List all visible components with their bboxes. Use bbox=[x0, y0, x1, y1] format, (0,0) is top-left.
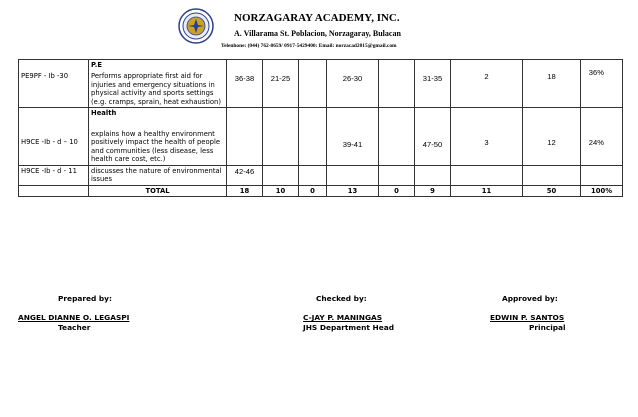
item-range: 39-41 bbox=[327, 108, 379, 165]
percent-value: 24% bbox=[581, 108, 623, 165]
approved-by-role: Principal bbox=[529, 323, 566, 332]
total-value: 9 bbox=[415, 185, 451, 196]
item-range bbox=[379, 108, 415, 165]
percent-value bbox=[581, 165, 623, 185]
competency-code: PE9PF - Ib -30 bbox=[19, 60, 89, 108]
specification-table bbox=[18, 59, 623, 197]
item-range bbox=[379, 165, 415, 185]
competency-text: discusses the nature of environmental issues bbox=[89, 165, 227, 185]
items-count: 18 bbox=[523, 60, 581, 108]
prepared-by-name: ANGEL DIANNE O. LEGASPI bbox=[18, 313, 130, 322]
total-value: 11 bbox=[451, 185, 523, 196]
table-row-health-2 bbox=[19, 165, 623, 185]
items-count: 12 bbox=[523, 108, 581, 165]
total-value: 0 bbox=[379, 185, 415, 196]
days-value bbox=[451, 165, 523, 185]
competency-code: H9CE -Ib - d – 10 bbox=[19, 108, 89, 165]
item-range bbox=[379, 60, 415, 108]
school-name: NORZAGARAY ACADEMY, INC. bbox=[234, 12, 400, 24]
total-spacer bbox=[19, 185, 89, 196]
days-value: 3 bbox=[451, 108, 523, 165]
checked-by-name: C-JAY P. MANINGAS bbox=[303, 313, 383, 322]
school-seal-icon bbox=[178, 8, 214, 44]
total-value: 0 bbox=[299, 185, 327, 196]
school-address: A. Villarama St. Poblacion, Norzagaray, Bulacan bbox=[234, 29, 401, 38]
table-row-pe bbox=[19, 60, 623, 108]
item-range bbox=[415, 165, 451, 185]
item-range: 47-50 bbox=[415, 108, 451, 165]
total-value: 100% bbox=[581, 185, 623, 196]
checked-by-role: JHS Department Head bbox=[303, 323, 394, 332]
item-range: 36-38 bbox=[227, 60, 263, 108]
competency-cell bbox=[89, 60, 227, 108]
item-range bbox=[299, 165, 327, 185]
competency-code: H9CE -Ib - d - 11 bbox=[19, 165, 89, 185]
item-range bbox=[263, 165, 299, 185]
total-value: 18 bbox=[227, 185, 263, 196]
item-range bbox=[327, 165, 379, 185]
total-value: 10 bbox=[263, 185, 299, 196]
item-range: 31-35 bbox=[415, 60, 451, 108]
item-range: 21-25 bbox=[263, 60, 299, 108]
section-label: P.E bbox=[91, 61, 102, 69]
competency-text: Performs appropriate first aid for injuries and emergency situations in physical activity and sports settings (e.g. cramps, sprain, heat exhaustion) bbox=[91, 72, 222, 106]
approved-by-label: Approved by: bbox=[502, 294, 558, 303]
prepared-by-role: Teacher bbox=[58, 323, 91, 332]
item-range: 42-46 bbox=[227, 165, 263, 185]
section-label: Health bbox=[91, 109, 117, 118]
percent-value: 36% bbox=[581, 60, 623, 108]
school-contact: Telenhone: (044) 762-8659/ 0917-5429400: Email: norzacad2015@gmail.com bbox=[221, 43, 397, 49]
document-header bbox=[0, 0, 638, 56]
item-range: 26-30 bbox=[327, 60, 379, 108]
days-value: 2 bbox=[451, 60, 523, 108]
item-range bbox=[299, 108, 327, 165]
table-row-health bbox=[19, 108, 623, 165]
competency-text: explains how a healthy environment positively impact the health of people and communities (less disease, less health care cost, etc.) bbox=[91, 129, 221, 164]
prepared-by-label: Prepared by: bbox=[58, 294, 112, 303]
checked-by-label: Checked by: bbox=[316, 294, 367, 303]
total-value: 13 bbox=[327, 185, 379, 196]
item-range bbox=[299, 60, 327, 108]
item-range bbox=[263, 108, 299, 165]
item-range bbox=[227, 108, 263, 165]
approved-by-name: EDWIN P. SANTOS bbox=[490, 313, 565, 322]
total-value: 50 bbox=[523, 185, 581, 196]
total-label: TOTAL bbox=[89, 185, 227, 196]
competency-cell bbox=[89, 108, 227, 165]
total-row bbox=[19, 185, 623, 196]
items-count bbox=[523, 165, 581, 185]
